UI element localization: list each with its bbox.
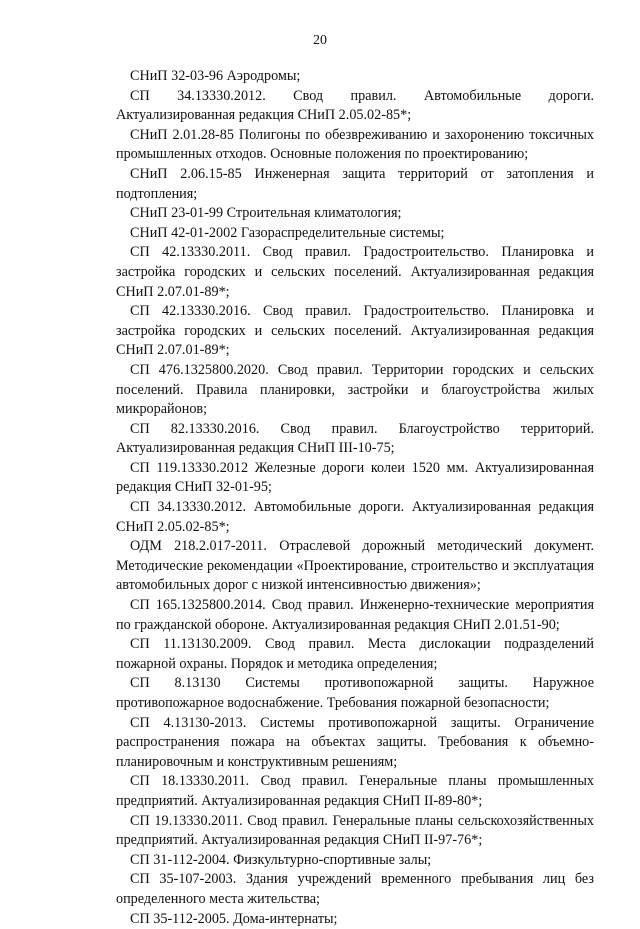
list-item: СП 34.13330.2012. Автомобильные дороги. Актуализированная редакция СНиП 2.05.02-85*; — [116, 499, 594, 535]
list-item: СП 34.13330.2012. Свод правил. Автомобильные дороги. Актуализированная редакция СНиП 2.05.02-85*; — [116, 87, 594, 124]
list-item: ОДМ 218.2.017-2011. Отраслевой дорожный методический документ. Методические рекомендации «Проектирование, строительство и эксплуатация автомобильных дорог с низкой интенсивностью движения»; — [116, 538, 594, 594]
list-item: СП 35-107-2003. Здания учреждений временного пребывания лиц без определенного места жительства; — [116, 871, 594, 907]
list-item: СП 11.13130.2009. Свод правил. Места дислокации подразделений пожарной охраны. Порядок и методика определения; — [116, 636, 594, 672]
list-item: СП 42.13330.2011. Свод правил. Градостроительство. Планировка и застройка городских и сельских поселений. Актуализированная редакция СНиП 2.07.01-89*; — [116, 244, 594, 300]
list-item: СНиП 42-01-2002 Газораспределительные системы; — [130, 224, 445, 241]
list-item: СП 165.1325800.2014. Свод правил. Инженерно-технические мероприятия по гражданской обороне. Актуализированная редакция СНиП 2.01.51-90; — [116, 597, 594, 633]
list-item: СП 4.13130-2013. Системы противопожарной защиты. Ограничение распространения пожара на объектах защиты. Требования к объемно-планировочным и конструктивным решениям; — [116, 714, 594, 770]
list-item: СП 19.13330.2011. Свод правил. Генеральные планы сельскохозяйственных предприятий. Актуализированная редакция СНиП II-97-76*; — [116, 812, 594, 849]
document-body — [116, 67, 594, 929]
list-item: СНиП 32-03-96 Аэродромы; — [130, 68, 301, 84]
list-item: СНиП 23-01-99 Строительная климатология; — [130, 205, 402, 222]
list-item: СП 31-112-2004. Физкультурно-спортивные залы; — [130, 851, 432, 868]
list-item: СП 8.13130 Системы противопожарной защиты. Наружное противопожарное водоснабжение. Требования пожарной безопасности; — [116, 675, 594, 711]
list-item: СП 35-112-2005. Дома-интернаты; — [130, 910, 338, 927]
list-item: СП 18.13330.2011. Свод правил. Генеральные планы промышленных предприятий. Актуализированная редакция СНиП II-89-80*; — [116, 773, 594, 809]
page-number: 20 — [313, 33, 327, 48]
list-item: СП 82.13330.2016. Свод правил. Благоустройство территорий. Актуализированная редакция СНиП III-10-75; — [116, 420, 594, 457]
list-item: СНиП 2.06.15-85 Инженерная защита территорий от затопления и подтопления; — [116, 165, 594, 202]
list-item: СП 42.13330.2016. Свод правил. Градостроительство. Планировка и застройка городских и сельских поселений. Актуализированная редакция СНиП 2.07.01-89*; — [116, 303, 594, 359]
list-item: СП 119.13330.2012 Железные дороги колеи 1520 мм. Актуализированная редакция СНиП 32-01-95; — [116, 459, 594, 496]
list-item: СП 476.1325800.2020. Свод правил. Территории городских и сельских поселений. Правила планировки, застройки и благоустройства жилых микрорайонов; — [116, 361, 594, 418]
list-item: СНиП 2.01.28-85 Полигоны по обезвреживанию и захоронению токсичных промышленных отходов. Основные положения по проектированию; — [116, 126, 594, 163]
